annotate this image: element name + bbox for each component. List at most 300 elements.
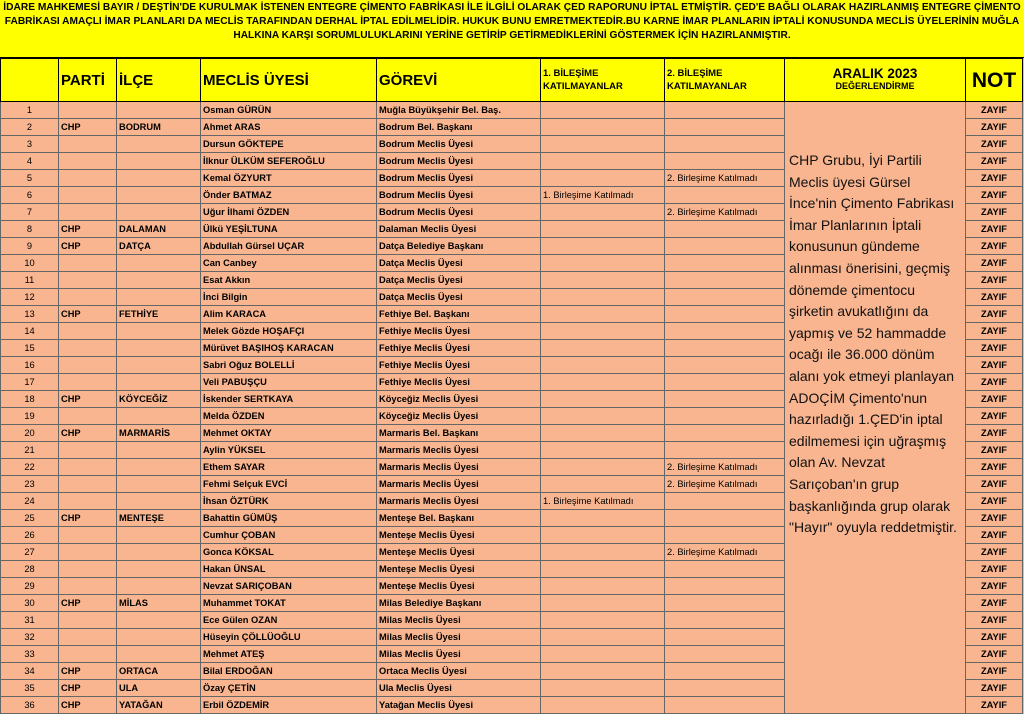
district-cell [117,561,201,578]
session2-absence-cell [665,561,785,578]
session2-absence-cell [665,663,785,680]
grade-cell: ZAYIF [966,646,1023,663]
row-number: 13 [1,306,59,323]
session2-absence-cell [665,527,785,544]
district-cell [117,408,201,425]
header-eval-title: ARALIK 2023 [832,66,918,81]
member-name-cell: Ethem SAYAR [201,459,377,476]
header-meclis-uyesi: MECLİS ÜYESİ [201,59,377,102]
role-cell: Milas Belediye Başkanı [377,595,541,612]
session1-absence-cell [541,629,665,646]
member-name-cell: Mehmet ATEŞ [201,646,377,663]
row-number: 29 [1,578,59,595]
party-cell [59,272,117,289]
district-cell [117,204,201,221]
role-cell: Dalaman Meclis Üyesi [377,221,541,238]
district-cell [117,136,201,153]
party-cell [59,544,117,561]
session1-absence-cell [541,527,665,544]
role-cell: Milas Meclis Üyesi [377,629,541,646]
row-number: 18 [1,391,59,408]
role-cell: Menteşe Meclis Üyesi [377,561,541,578]
member-name-cell: Osman GÜRÜN [201,102,377,119]
row-number: 8 [1,221,59,238]
session1-absence-cell [541,340,665,357]
header-not: NOT [966,59,1023,102]
session2-absence-cell [665,255,785,272]
district-cell [117,323,201,340]
district-cell: DALAMAN [117,221,201,238]
council-table [0,58,1023,714]
party-cell: CHP [59,119,117,136]
role-cell: Bodrum Bel. Başkanı [377,119,541,136]
row-number: 30 [1,595,59,612]
member-name-cell: Uğur İlhami ÖZDEN [201,204,377,221]
session2-absence-cell [665,646,785,663]
party-cell [59,255,117,272]
session1-absence-cell [541,306,665,323]
row-number: 20 [1,425,59,442]
grade-cell: ZAYIF [966,459,1023,476]
role-cell: Menteşe Meclis Üyesi [377,544,541,561]
member-name-cell: Ülkü YEŞİLTUNA [201,221,377,238]
row-number: 28 [1,561,59,578]
party-cell [59,357,117,374]
header-row [1,59,1023,102]
row-number: 2 [1,119,59,136]
grade-cell: ZAYIF [966,476,1023,493]
row-number: 3 [1,136,59,153]
grade-cell: ZAYIF [966,408,1023,425]
district-cell: DATÇA [117,238,201,255]
member-name-cell: Ece Gülen OZAN [201,612,377,629]
party-cell: CHP [59,306,117,323]
session2-absence-cell [665,442,785,459]
session2-absence-cell [665,323,785,340]
district-cell [117,272,201,289]
grade-cell: ZAYIF [966,170,1023,187]
session2-absence-cell [665,102,785,119]
role-cell: Bodrum Meclis Üyesi [377,204,541,221]
session1-absence-cell [541,238,665,255]
party-cell [59,476,117,493]
party-cell [59,629,117,646]
session2-absence-cell: 2. Birleşime Katılmadı [665,170,785,187]
row-number: 23 [1,476,59,493]
session1-absence-cell [541,680,665,697]
session1-absence-cell [541,425,665,442]
role-cell: Datça Meclis Üyesi [377,289,541,306]
role-cell: Marmaris Meclis Üyesi [377,476,541,493]
grade-cell: ZAYIF [966,357,1023,374]
banner-text: İDARE MAHKEMESİ BAYIR / DEŞTİN'DE KURULMAK İSTENEN ENTEGRE ÇİMENTO FABRİKASI İLE İLGİLİ OLARAK ÇED RAPORUNU İPTAL ETMİŞTİR. ÇED'E BAĞLI OLARAK HAZIRLANMIŞ ENTEGRE ÇİMENTO FABRİKASI AMAÇLI İMAR PLANLARI DA MECLİS TARAFINDAN DERHAL İPTAL EDİLMELİDİR. HUKUK BUNU EMRETMEKTEDİR.BU KARNE İMAR PLANLARIN İPTALİ KONUSUNDA MECLİS ÜYELERİNİN MUĞLA HALKINA KARŞI SORUMLULUKLARINI YERİNE GETİRİP GETİRMEDİKLERİNİ GÖSTERMEK İÇİN HAZIRLANMIŞTIR. [0,0,1024,58]
session2-absence-cell [665,340,785,357]
row-number: 15 [1,340,59,357]
row-number: 10 [1,255,59,272]
session1-absence-cell [541,391,665,408]
member-name-cell: İnci Bilgin [201,289,377,306]
row-number: 14 [1,323,59,340]
member-name-cell: Hakan ÜNSAL [201,561,377,578]
grade-cell: ZAYIF [966,561,1023,578]
row-number: 21 [1,442,59,459]
row-number: 11 [1,272,59,289]
session2-absence-cell [665,119,785,136]
session1-absence-cell [541,510,665,527]
grade-cell: ZAYIF [966,493,1023,510]
session1-absence-cell [541,119,665,136]
party-cell [59,493,117,510]
member-name-cell: Ahmet ARAS [201,119,377,136]
row-number: 6 [1,187,59,204]
row-number: 26 [1,527,59,544]
district-cell: MENTEŞE [117,510,201,527]
session1-absence-cell [541,561,665,578]
member-name-cell: Kemal ÖZYURT [201,170,377,187]
role-cell: Ula Meclis Üyesi [377,680,541,697]
member-name-cell: Mehmet OKTAY [201,425,377,442]
grade-cell: ZAYIF [966,340,1023,357]
party-cell [59,153,117,170]
district-cell [117,629,201,646]
row-number: 12 [1,289,59,306]
session1-absence-cell [541,595,665,612]
session2-absence-cell [665,221,785,238]
row-number: 34 [1,663,59,680]
session1-absence-cell [541,204,665,221]
member-name-cell: Melda ÖZDEN [201,408,377,425]
district-cell [117,527,201,544]
session1-absence-cell [541,442,665,459]
district-cell [117,442,201,459]
party-cell [59,578,117,595]
row-number: 17 [1,374,59,391]
member-name-cell: Hüseyin ÇÖLLÜOĞLU [201,629,377,646]
grade-cell: ZAYIF [966,629,1023,646]
role-cell: Bodrum Meclis Üyesi [377,153,541,170]
grade-cell: ZAYIF [966,323,1023,340]
session1-absence-cell [541,459,665,476]
role-cell: Bodrum Meclis Üyesi [377,136,541,153]
role-cell: Muğla Büyükşehir Bel. Baş. [377,102,541,119]
row-number: 22 [1,459,59,476]
district-cell: MARMARİS [117,425,201,442]
district-cell [117,170,201,187]
district-cell [117,612,201,629]
district-cell: YATAĞAN [117,697,201,714]
row-number: 35 [1,680,59,697]
district-cell [117,493,201,510]
session1-absence-cell [541,408,665,425]
grade-cell: ZAYIF [966,697,1023,714]
session1-absence-cell [541,612,665,629]
member-name-cell: İhsan ÖZTÜRK [201,493,377,510]
grade-cell: ZAYIF [966,612,1023,629]
session1-absence-cell [541,153,665,170]
member-name-cell: Nevzat SARIÇOBAN [201,578,377,595]
district-cell: MİLAS [117,595,201,612]
party-cell: CHP [59,238,117,255]
session1-absence-cell [541,289,665,306]
grade-cell: ZAYIF [966,425,1023,442]
session1-absence-cell: 1. Birleşime Katılmadı [541,493,665,510]
header-gorevi: GÖREVİ [377,59,541,102]
grade-cell: ZAYIF [966,272,1023,289]
grade-cell: ZAYIF [966,578,1023,595]
header-evaluation [785,59,966,102]
header-bilesim-2: 2. BİLEŞİME KATILMAYANLAR [665,59,785,102]
party-cell [59,612,117,629]
party-cell: CHP [59,391,117,408]
grade-cell: ZAYIF [966,595,1023,612]
session2-absence-cell [665,510,785,527]
session2-absence-cell: 2. Birleşime Katılmadı [665,544,785,561]
grade-cell: ZAYIF [966,255,1023,272]
grade-cell: ZAYIF [966,289,1023,306]
table-row [1,102,1023,119]
session2-absence-cell [665,306,785,323]
session2-absence-cell [665,425,785,442]
grade-cell: ZAYIF [966,136,1023,153]
session2-absence-cell [665,697,785,714]
member-name-cell: Erbil ÖZDEMİR [201,697,377,714]
district-cell [117,153,201,170]
party-cell [59,102,117,119]
member-name-cell: Can Canbey [201,255,377,272]
session2-absence-cell [665,272,785,289]
row-number: 33 [1,646,59,663]
row-number: 25 [1,510,59,527]
header-parti: PARTİ [59,59,117,102]
session1-absence-cell [541,221,665,238]
party-cell [59,561,117,578]
row-number: 16 [1,357,59,374]
session1-absence-cell [541,374,665,391]
grade-cell: ZAYIF [966,204,1023,221]
district-cell [117,340,201,357]
session2-absence-cell [665,187,785,204]
role-cell: Datça Meclis Üyesi [377,272,541,289]
role-cell: Köyceğiz Meclis Üyesi [377,408,541,425]
row-number: 24 [1,493,59,510]
grade-cell: ZAYIF [966,527,1023,544]
role-cell: Marmaris Meclis Üyesi [377,442,541,459]
member-name-cell: Cumhur ÇOBAN [201,527,377,544]
district-cell: KÖYCEĞİZ [117,391,201,408]
role-cell: Bodrum Meclis Üyesi [377,170,541,187]
member-name-cell: Abdullah Gürsel UÇAR [201,238,377,255]
grade-cell: ZAYIF [966,153,1023,170]
session1-absence-cell [541,272,665,289]
party-cell [59,187,117,204]
header-eval-subtitle: DEĞERLENDİRME [835,81,915,91]
party-cell [59,136,117,153]
session1-absence-cell [541,255,665,272]
grade-cell: ZAYIF [966,391,1023,408]
role-cell: Menteşe Meclis Üyesi [377,578,541,595]
role-cell: Milas Meclis Üyesi [377,612,541,629]
session1-absence-cell [541,102,665,119]
party-cell [59,340,117,357]
member-name-cell: İskender SERTKAYA [201,391,377,408]
district-cell [117,102,201,119]
session1-absence-cell [541,476,665,493]
session1-absence-cell: 1. Birleşime Katılmadı [541,187,665,204]
session2-absence-cell [665,629,785,646]
party-cell: CHP [59,510,117,527]
party-cell: CHP [59,680,117,697]
party-cell: CHP [59,221,117,238]
session2-absence-cell [665,238,785,255]
session1-absence-cell [541,578,665,595]
role-cell: Yatağan Meclis Üyesi [377,697,541,714]
grade-cell: ZAYIF [966,442,1023,459]
row-number: 1 [1,102,59,119]
member-name-cell: Dursun GÖKTEPE [201,136,377,153]
grade-cell: ZAYIF [966,510,1023,527]
role-cell: Fethiye Meclis Üyesi [377,340,541,357]
member-name-cell: Önder BATMAZ [201,187,377,204]
district-cell [117,578,201,595]
row-number: 5 [1,170,59,187]
row-number: 4 [1,153,59,170]
district-cell [117,459,201,476]
grade-cell: ZAYIF [966,221,1023,238]
session2-absence-cell: 2. Birleşime Katılmadı [665,204,785,221]
session2-absence-cell [665,153,785,170]
grade-cell: ZAYIF [966,306,1023,323]
session2-absence-cell [665,595,785,612]
role-cell: Fethiye Meclis Üyesi [377,374,541,391]
grade-cell: ZAYIF [966,663,1023,680]
grade-cell: ZAYIF [966,102,1023,119]
role-cell: Fethiye Meclis Üyesi [377,323,541,340]
member-name-cell: Melek Gözde HOŞAFÇI [201,323,377,340]
member-name-cell: Bilal ERDOĞAN [201,663,377,680]
role-cell: Marmaris Bel. Başkanı [377,425,541,442]
grade-cell: ZAYIF [966,544,1023,561]
role-cell: Milas Meclis Üyesi [377,646,541,663]
party-cell [59,527,117,544]
role-cell: Datça Meclis Üyesi [377,255,541,272]
district-cell: ORTACA [117,663,201,680]
role-cell: Bodrum Meclis Üyesi [377,187,541,204]
row-number: 19 [1,408,59,425]
member-name-cell: Mürüvet BAŞIHOŞ KARACAN [201,340,377,357]
session2-absence-cell: 2. Birleşime Katılmadı [665,476,785,493]
party-cell: CHP [59,697,117,714]
session1-absence-cell [541,323,665,340]
session1-absence-cell [541,357,665,374]
member-name-cell: Sabri Oğuz BOLELLİ [201,357,377,374]
district-cell: ULA [117,680,201,697]
member-name-cell: Gonca KÖKSAL [201,544,377,561]
member-name-cell: Esat Akkın [201,272,377,289]
district-cell [117,544,201,561]
session1-absence-cell [541,646,665,663]
role-cell: Menteşe Bel. Başkanı [377,510,541,527]
row-number: 36 [1,697,59,714]
party-cell [59,204,117,221]
party-cell: CHP [59,663,117,680]
party-cell [59,323,117,340]
member-name-cell: Özay ÇETİN [201,680,377,697]
grade-cell: ZAYIF [966,680,1023,697]
evaluation-text: CHP Grubu, İyi Partili Meclis üyesi Gürsel İnce'nin Çimento Fabrikası İmar Planlarının İptali konusunun gündeme alınması önerisini, geçmiş dönemde çimentocu şirketin avukatlığını da yapmış ve 52 hammadde ocağı ile 36.000 dönüm alanı yok etmeyi planlayan ADOÇİM Çimento'nun hazırladığı 1.ÇED'in iptal edilmemesi için uğraşmış olan Av. Nevzat Sarıçoban'ın grup başkanlığında grup olarak "Hayır" oyuyla reddetmiştir. [785,102,966,714]
row-number: 31 [1,612,59,629]
session2-absence-cell [665,680,785,697]
member-name-cell: Alim KARACA [201,306,377,323]
district-cell: BODRUM [117,119,201,136]
member-name-cell: Veli PABUŞÇU [201,374,377,391]
session2-absence-cell [665,408,785,425]
role-cell: Marmaris Meclis Üyesi [377,493,541,510]
district-cell [117,255,201,272]
district-cell [117,374,201,391]
grade-cell: ZAYIF [966,374,1023,391]
session2-absence-cell [665,391,785,408]
party-cell [59,442,117,459]
role-cell: Marmaris Meclis Üyesi [377,459,541,476]
party-cell [59,374,117,391]
session2-absence-cell [665,289,785,306]
session1-absence-cell [541,697,665,714]
member-name-cell: Bahattin GÜMÜŞ [201,510,377,527]
party-cell [59,289,117,306]
role-cell: Ortaca Meclis Üyesi [377,663,541,680]
session1-absence-cell [541,544,665,561]
district-cell [117,187,201,204]
session2-absence-cell [665,374,785,391]
row-number: 7 [1,204,59,221]
grade-cell: ZAYIF [966,238,1023,255]
header-no [1,59,59,102]
grade-cell: ZAYIF [966,119,1023,136]
party-cell [59,408,117,425]
party-cell: CHP [59,425,117,442]
party-cell [59,459,117,476]
row-number: 9 [1,238,59,255]
session2-absence-cell [665,493,785,510]
role-cell: Fethiye Bel. Başkanı [377,306,541,323]
row-number: 27 [1,544,59,561]
party-cell [59,646,117,663]
district-cell [117,476,201,493]
role-cell: Köyceğiz Meclis Üyesi [377,391,541,408]
session2-absence-cell [665,612,785,629]
header-bilesim-1: 1. BİLEŞİME KATILMAYANLAR [541,59,665,102]
header-ilce: İLÇE [117,59,201,102]
party-cell [59,170,117,187]
row-number: 32 [1,629,59,646]
party-cell: CHP [59,595,117,612]
district-cell [117,289,201,306]
role-cell: Datça Belediye Başkanı [377,238,541,255]
member-name-cell: Fehmi Selçuk EVCİ [201,476,377,493]
district-cell [117,646,201,663]
session2-absence-cell [665,357,785,374]
session2-absence-cell: 2. Birleşime Katılmadı [665,459,785,476]
session2-absence-cell [665,578,785,595]
session1-absence-cell [541,663,665,680]
session1-absence-cell [541,170,665,187]
member-name-cell: Aylin YÜKSEL [201,442,377,459]
session1-absence-cell [541,136,665,153]
district-cell [117,357,201,374]
role-cell: Menteşe Meclis Üyesi [377,527,541,544]
member-name-cell: Muhammet TOKAT [201,595,377,612]
district-cell: FETHİYE [117,306,201,323]
